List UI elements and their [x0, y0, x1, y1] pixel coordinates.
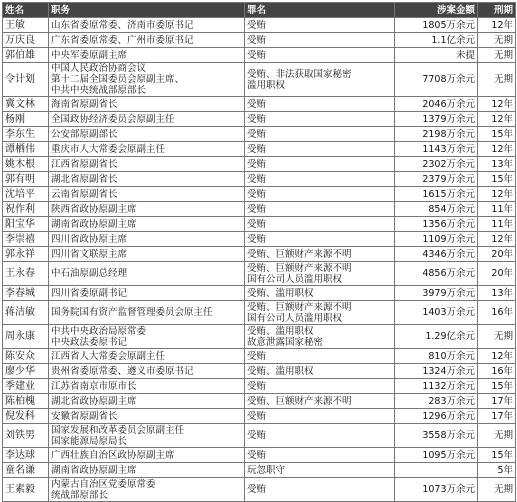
cell-post	[49, 112, 245, 127]
table-row	[3, 157, 516, 172]
cell-crime-line: 滥用职权	[247, 79, 286, 91]
cell-crime-line: 受贿	[247, 380, 267, 392]
table-row	[3, 63, 516, 97]
cell-amount: 2198万余元	[395, 127, 478, 142]
cell-crime-line: 受贿、滥用职权	[247, 365, 314, 377]
cell-post	[49, 463, 245, 478]
cell-crime	[245, 301, 395, 325]
cell-crime-line: 受贿	[247, 113, 267, 125]
cell-term: 12年	[478, 349, 516, 364]
cell-crime-line: 受贿	[247, 350, 267, 362]
cell-name: 阳宝华	[3, 217, 49, 232]
cell-amount: 283万余元	[395, 394, 478, 409]
cell-post	[49, 18, 245, 33]
cell-crime-line: 受贿	[247, 233, 267, 245]
cell-amount: 4346万余元	[395, 247, 478, 262]
cell-post-line: 四川省文联原主席	[51, 248, 128, 260]
cell-post-line: 四川省委原副书记	[51, 287, 128, 299]
cell-term: 17年	[478, 394, 516, 409]
cell-post-line: 广东省委原常委、广州市委原书记	[51, 34, 194, 46]
cell-crime	[245, 63, 395, 97]
cell-post-line: 内蒙古自治区党委原常委	[51, 478, 156, 490]
cell-post-line: 云南省原副省长	[51, 188, 118, 200]
cell-post	[49, 379, 245, 394]
cell-post	[49, 172, 245, 187]
cell-crime	[245, 364, 395, 379]
cell-amount	[395, 463, 478, 478]
cell-crime	[245, 478, 395, 502]
cell-crime	[245, 217, 395, 232]
cell-term: 20年	[478, 262, 516, 286]
cell-name: 王永春	[3, 262, 49, 286]
cell-crime	[245, 97, 395, 112]
cell-name: 李春城	[3, 286, 49, 301]
cell-post-line: 中共中央统战部原部长	[51, 85, 147, 96]
cell-name: 李崇禧	[3, 232, 49, 247]
cell-name: 杨刚	[3, 112, 49, 127]
cell-name: 童名谦	[3, 463, 49, 478]
cell-post-line: 中央政法委原书记	[51, 336, 128, 348]
cell-crime-line: 国有公司人员滥用职权	[247, 273, 343, 285]
cell-term: 无期	[478, 478, 516, 502]
table-row	[3, 478, 516, 502]
cell-name: 周永康	[3, 325, 49, 349]
cell-amount: 1.29亿余元	[395, 325, 478, 349]
cell-post-line: 统战部原部长	[51, 489, 109, 501]
header-name: 姓名	[3, 3, 49, 18]
table-row	[3, 301, 516, 325]
cell-name: 郭伯雄	[3, 48, 49, 63]
table-row	[3, 448, 516, 463]
cell-name: 蒋洁敏	[3, 301, 49, 325]
cell-name: 谭栖伟	[3, 142, 49, 157]
cell-term: 5年	[478, 463, 516, 478]
cell-term: 无期	[478, 33, 516, 48]
cell-amount: 1324万余元	[395, 364, 478, 379]
table-row	[3, 127, 516, 142]
cell-crime-line: 受贿	[247, 49, 267, 61]
cell-crime-line: 受贿	[247, 19, 267, 31]
table-row	[3, 349, 516, 364]
table-row	[3, 97, 516, 112]
cell-post	[49, 424, 245, 448]
cell-crime	[245, 112, 395, 127]
cell-crime-line: 受贿	[247, 203, 267, 215]
cell-post-line: 四川省政协原主席	[51, 233, 128, 245]
table-row	[3, 424, 516, 448]
cell-term: 12年	[478, 142, 516, 157]
cell-crime	[245, 157, 395, 172]
cell-name: 郭有明	[3, 172, 49, 187]
cell-name: 姚木根	[3, 157, 49, 172]
cell-post-line: 公安部原副部长	[51, 128, 118, 140]
table-row	[3, 463, 516, 478]
cell-amount: 2302万余元	[395, 157, 478, 172]
table-row	[3, 33, 516, 48]
table-row	[3, 48, 516, 63]
cell-crime-line: 故意泄露国家秘密	[247, 336, 324, 348]
cell-crime	[245, 349, 395, 364]
cell-name: 祝作利	[3, 202, 49, 217]
cell-crime	[245, 394, 395, 409]
header-row	[3, 3, 516, 18]
cell-amount: 1403万余元	[395, 301, 478, 325]
cell-term: 12年	[478, 112, 516, 127]
cell-amount: 854万余元	[395, 202, 478, 217]
cell-crime	[245, 247, 395, 262]
cell-post	[49, 247, 245, 262]
cell-post-line: 中央军委原副主席	[51, 49, 128, 61]
cell-name: 倪发科	[3, 409, 49, 424]
cell-amount: 1132万余元	[395, 379, 478, 394]
cell-term: 11年	[478, 217, 516, 232]
cell-name: 陈柏槐	[3, 394, 49, 409]
cell-post	[49, 262, 245, 286]
table-row	[3, 142, 516, 157]
cell-crime-line: 受贿	[247, 34, 267, 46]
cell-crime-line: 受贿、巨额财产来源不明	[247, 248, 352, 260]
cell-post	[49, 202, 245, 217]
cell-term: 无期	[478, 48, 516, 63]
table-row	[3, 409, 516, 424]
table-row	[3, 364, 516, 379]
cell-term: 15年	[478, 127, 516, 142]
table-row	[3, 18, 516, 33]
cell-crime	[245, 379, 395, 394]
table-row	[3, 232, 516, 247]
cell-crime-line: 受贿、滥用职权	[247, 287, 314, 299]
cell-crime	[245, 142, 395, 157]
cell-term: 17年	[478, 409, 516, 424]
cell-term: 12年	[478, 97, 516, 112]
cell-term: 无期	[478, 63, 516, 97]
cell-crime	[245, 202, 395, 217]
cell-post	[49, 127, 245, 142]
cell-post	[49, 478, 245, 502]
cell-post-line: 中国人民政治协商会议	[51, 63, 147, 74]
cell-crime-line: 受贿	[247, 188, 267, 200]
cell-post-line: 江西省人大常委会原副主任	[51, 350, 166, 362]
cell-crime	[245, 424, 395, 448]
cell-term: 15年	[478, 448, 516, 463]
cell-post	[49, 394, 245, 409]
cell-post	[49, 48, 245, 63]
cell-post	[49, 97, 245, 112]
cell-post	[49, 325, 245, 349]
cell-crime-line: 受贿	[247, 98, 267, 110]
cell-crime-line: 受贿	[247, 173, 267, 185]
cell-name: 李达球	[3, 448, 49, 463]
cell-crime-line: 国有公司人员滥用职权	[247, 312, 343, 324]
cell-name: 王素毅	[3, 478, 49, 502]
cell-post	[49, 448, 245, 463]
cell-crime-line: 受贿、巨额财产来源不明	[247, 301, 352, 313]
cell-crime-line: 受贿	[247, 218, 267, 230]
cell-term: 20年	[478, 247, 516, 262]
cell-post	[49, 187, 245, 202]
cell-crime	[245, 18, 395, 33]
table-row	[3, 262, 516, 286]
table-row	[3, 187, 516, 202]
cell-crime-line: 受贿	[247, 449, 267, 461]
cell-post-line: 中石油原副总经理	[51, 268, 128, 279]
header-amount: 涉案金额	[395, 3, 478, 18]
cell-amount: 1095万余元	[395, 448, 478, 463]
table-body	[3, 18, 516, 502]
cell-crime-line: 受贿、非法获取国家秘密	[247, 68, 352, 80]
cell-name: 季建业	[3, 379, 49, 394]
table-row	[3, 217, 516, 232]
cell-amount: 1143万余元	[395, 142, 478, 157]
cell-term: 11年	[478, 202, 516, 217]
cell-post-line: 湖北省政协原副主席	[51, 395, 137, 407]
cell-post-line: 重庆市人大常委会原副主任	[51, 143, 166, 155]
cell-amount: 3558万余元	[395, 424, 478, 448]
cell-term: 无期	[478, 325, 516, 349]
cell-crime-line: 受贿、巨额财产来源不明	[247, 395, 352, 407]
table-row	[3, 286, 516, 301]
table-row	[3, 247, 516, 262]
cell-amount: 1615万余元	[395, 187, 478, 202]
cell-post	[49, 409, 245, 424]
cell-amount: 2046万余元	[395, 97, 478, 112]
cell-crime	[245, 127, 395, 142]
cell-crime-line: 受贿	[247, 484, 267, 495]
cell-post-line: 陕西省政协原副主席	[51, 203, 137, 215]
table-row	[3, 112, 516, 127]
cell-crime	[245, 325, 395, 349]
cell-crime	[245, 286, 395, 301]
table-row	[3, 172, 516, 187]
table-row	[3, 379, 516, 394]
table-row	[3, 325, 516, 349]
table-row	[3, 202, 516, 217]
cell-post-line: 湖南省政协原副主席	[51, 218, 137, 230]
cell-crime	[245, 172, 395, 187]
cell-amount: 1379万余元	[395, 112, 478, 127]
cell-post-line: 国务院国有资产监督管理委员会原主任	[51, 307, 213, 318]
header-post: 职务	[49, 3, 245, 18]
cell-post-line: 广西壮族自治区政协原副主席	[51, 449, 175, 461]
cell-post-line: 贵州省委原常委、遵义市委原书记	[51, 365, 194, 377]
cell-post	[49, 232, 245, 247]
cell-post	[49, 349, 245, 364]
cell-amount: 1805万余元	[395, 18, 478, 33]
cell-post-line: 山东省委原常委、济南市委原书记	[51, 19, 194, 31]
cell-amount: 未提	[395, 48, 478, 63]
sentencing-table	[2, 2, 516, 502]
cell-crime	[245, 262, 395, 286]
cell-amount: 810万余元	[395, 349, 478, 364]
cell-post	[49, 142, 245, 157]
cell-post-line: 江西省原副省长	[51, 158, 118, 170]
cell-crime-line: 受贿	[247, 430, 267, 441]
cell-name: 李东生	[3, 127, 49, 142]
cell-name: 郭永祥	[3, 247, 49, 262]
cell-amount: 4856万余元	[395, 262, 478, 286]
header-crime: 罪名	[245, 3, 395, 18]
cell-term: 13年	[478, 286, 516, 301]
cell-post	[49, 301, 245, 325]
cell-amount: 1073万余元	[395, 478, 478, 502]
cell-post-line: 国家能源局原局长	[51, 435, 128, 447]
cell-post-line: 江苏省南京市原市长	[51, 380, 137, 392]
cell-crime-line: 受贿	[247, 158, 267, 170]
cell-name: 冀文林	[3, 97, 49, 112]
cell-crime-line: 受贿	[247, 410, 267, 422]
cell-term: 无期	[478, 424, 516, 448]
cell-post-line: 海南省原副省长	[51, 98, 118, 110]
cell-post-line: 湖北省原副省长	[51, 173, 118, 185]
cell-post-line: 第十二届全国委员会原副主席、	[51, 74, 185, 85]
cell-crime-line: 受贿	[247, 128, 267, 140]
cell-crime-line: 受贿	[247, 143, 267, 155]
cell-post	[49, 33, 245, 48]
cell-amount: 1109万余元	[395, 232, 478, 247]
cell-term: 12年	[478, 232, 516, 247]
cell-crime	[245, 232, 395, 247]
cell-crime	[245, 463, 395, 478]
cell-name: 刘铁男	[3, 424, 49, 448]
cell-crime	[245, 48, 395, 63]
cell-post-line: 安徽省原副省长	[51, 410, 118, 422]
cell-name: 陈安众	[3, 349, 49, 364]
cell-post-line: 全国政协经济委员会原副主任	[51, 113, 175, 125]
cell-crime-line: 受贿、巨额财产来源不明	[247, 262, 352, 274]
cell-crime	[245, 33, 395, 48]
cell-crime	[245, 448, 395, 463]
cell-term: 16年	[478, 364, 516, 379]
cell-crime	[245, 187, 395, 202]
cell-term: 12年	[478, 18, 516, 33]
cell-amount: 2379万余元	[395, 172, 478, 187]
cell-post	[49, 217, 245, 232]
cell-term: 13年	[478, 157, 516, 172]
cell-amount: 1296万余元	[395, 409, 478, 424]
cell-term: 12年	[478, 187, 516, 202]
cell-post-line: 中共中央政治局原常委	[51, 325, 147, 337]
cell-post-line: 湖南省政协原副主席	[51, 464, 137, 476]
cell-post	[49, 157, 245, 172]
cell-term: 15年	[478, 172, 516, 187]
cell-name: 廖少华	[3, 364, 49, 379]
cell-name: 万庆良	[3, 33, 49, 48]
cell-amount: 3979万余元	[395, 286, 478, 301]
cell-amount: 7708万余元	[395, 63, 478, 97]
cell-term: 15年	[478, 379, 516, 394]
cell-crime-line: 玩忽职守	[247, 464, 286, 476]
cell-name: 令计划	[3, 63, 49, 97]
header-term: 刑期	[478, 3, 516, 18]
table-row	[3, 394, 516, 409]
cell-amount: 1356万余元	[395, 217, 478, 232]
cell-name: 王敏	[3, 18, 49, 33]
cell-crime	[245, 409, 395, 424]
cell-post-line: 国家发展和改革委员会原副主任	[51, 424, 185, 436]
cell-post	[49, 364, 245, 379]
cell-term: 16年	[478, 301, 516, 325]
cell-name: 沈培平	[3, 187, 49, 202]
cell-crime-line: 受贿、滥用职权	[247, 325, 314, 337]
cell-post	[49, 286, 245, 301]
cell-post	[49, 63, 245, 97]
cell-amount: 1.1亿余元	[395, 33, 478, 48]
